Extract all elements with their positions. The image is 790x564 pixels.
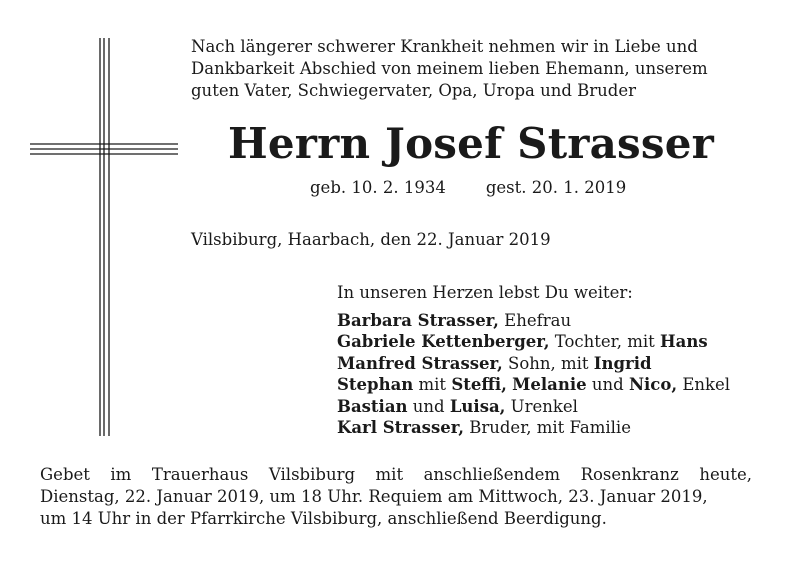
- intro-line: guten Vater, Schwiegervater, Opa, Uropa und Bruder: [191, 81, 637, 100]
- mourner-line: Bastian und Luisa, Urenkel: [337, 396, 578, 416]
- cross-icon: [30, 38, 180, 438]
- service-info: [40, 464, 752, 530]
- service-line: Dienstag, 22. Januar 2019, um 18 Uhr. Requiem am Mittwoch, 23. Januar 2019,: [40, 487, 708, 506]
- mourner-line: Gabriele Kettenberger, Tochter, mit Hans: [337, 332, 708, 351]
- service-line: Gebet im Trauerhaus Vilsbiburg mit anschließendem Rosenkranz heute,: [40, 465, 752, 484]
- mourners-heading: In unseren Herzen lebst Du weiter:: [337, 283, 633, 302]
- intro-text: [191, 36, 761, 102]
- death-date: gest. 20. 1. 2019: [485, 178, 627, 197]
- life-dates: [310, 178, 626, 197]
- mourner-line: Karl Strasser, Bruder, mit Familie: [337, 418, 631, 437]
- mourner-line: Stephan mit Steffi, Melanie und Nico, Enkel: [337, 375, 731, 394]
- mourner-line: Barbara Strasser, Ehefrau: [337, 310, 572, 330]
- deceased-name: Herrn Josef Strasser: [228, 119, 714, 168]
- place-date: Vilsbiburg, Haarbach, den 22. Januar 2019: [191, 230, 551, 249]
- service-line: um 14 Uhr in der Pfarrkirche Vilsbiburg, anschließend Beerdigung.: [40, 509, 607, 528]
- mourner-line: Manfred Strasser, Sohn, mit Ingrid: [337, 353, 652, 373]
- intro-line: Nach längerer schwerer Krankheit nehmen wir in Liebe und: [191, 37, 698, 56]
- mourners-list: [337, 282, 767, 439]
- birth-date: geb. 10. 2. 1934: [310, 178, 446, 197]
- intro-line: Dankbarkeit Abschied von meinem lieben Ehemann, unserem: [191, 59, 708, 78]
